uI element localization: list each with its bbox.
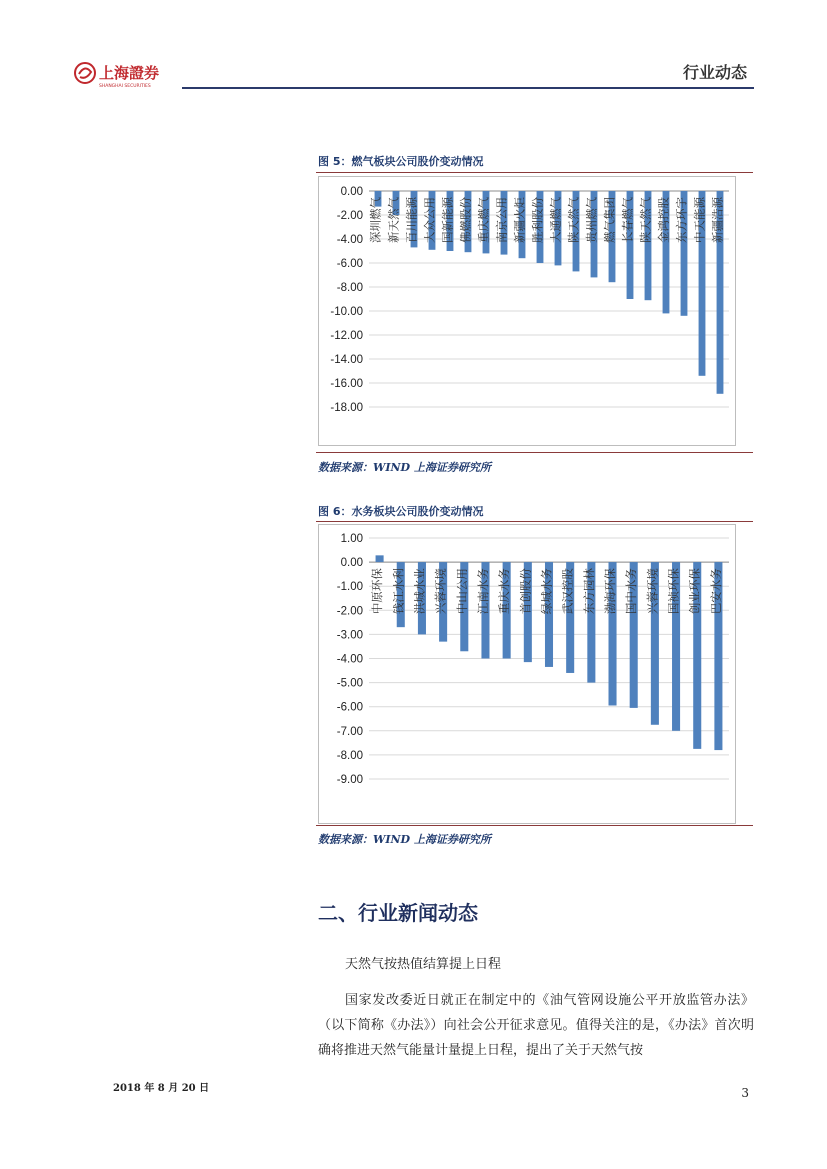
y-tick-label: -14.00 bbox=[330, 354, 363, 366]
y-tick-label: -3.00 bbox=[336, 629, 363, 642]
category-label: 陕天然气 bbox=[638, 197, 653, 243]
category-label: 国祯环保 bbox=[666, 568, 681, 615]
y-tick-label: -4.00 bbox=[336, 234, 363, 246]
figure5-source: 数据来源：WIND 上海证券研究所 bbox=[318, 461, 491, 474]
category-label: 大众公用 bbox=[422, 197, 437, 243]
category-label: 巴安水务 bbox=[708, 568, 723, 615]
section-heading: 二、行业新闻动态 bbox=[318, 901, 478, 925]
figure6-chart-frame bbox=[318, 524, 736, 824]
category-label: 洪城水业 bbox=[412, 568, 427, 615]
y-tick-label: -5.00 bbox=[336, 677, 363, 690]
header-rule bbox=[182, 87, 754, 89]
category-label: 百川能源 bbox=[404, 197, 419, 243]
figure5-bottom-rule bbox=[316, 452, 753, 453]
category-label: 国中水务 bbox=[624, 568, 639, 615]
company-logo bbox=[72, 60, 182, 90]
y-tick-label: 1.00 bbox=[340, 533, 363, 545]
figure5-top-rule bbox=[316, 172, 753, 173]
figure6-caption: 图 6：水务板块公司股价变动情况 bbox=[318, 505, 484, 518]
category-label: 东方环宇 bbox=[674, 197, 689, 243]
category-label: 燃气集团 bbox=[602, 197, 617, 243]
category-label: 深圳燃气 bbox=[368, 197, 383, 243]
category-label: 兴蓉环境 bbox=[433, 568, 448, 615]
category-label: 兴蓉环境 bbox=[645, 568, 660, 615]
y-tick-label: -16.00 bbox=[330, 378, 363, 390]
logo-text: 上海證券 bbox=[99, 64, 160, 82]
figure5-caption: 图 5：燃气板块公司股价变动情况 bbox=[318, 155, 484, 168]
y-tick-label: -2.00 bbox=[336, 210, 363, 222]
footer-date: 2018 年 8 月 20 日 bbox=[113, 1083, 210, 1094]
category-label: 新疆浩源 bbox=[710, 197, 725, 243]
category-label: 东方园林 bbox=[581, 568, 596, 615]
news-title: 天然气按热值结算提上日程 bbox=[345, 957, 502, 972]
y-tick-label: 0.00 bbox=[340, 557, 363, 570]
category-label: 创业环保 bbox=[687, 568, 702, 615]
category-label: 佛燃股份 bbox=[458, 197, 473, 243]
category-label: 新天然气 bbox=[386, 197, 401, 243]
figure6-source: 数据来源：WIND 上海证券研究所 bbox=[318, 833, 491, 846]
category-label: 钱江水利 bbox=[391, 568, 406, 615]
category-label: 贵州燃气 bbox=[584, 197, 599, 243]
category-label: 新疆火炬 bbox=[512, 197, 527, 243]
header-section-label: 行业动态 bbox=[682, 63, 747, 82]
figure5-chart-frame bbox=[318, 176, 736, 446]
y-tick-label: -18.00 bbox=[330, 402, 363, 414]
category-label: 武汉控股 bbox=[560, 568, 575, 615]
y-tick-label: -6.00 bbox=[336, 701, 363, 714]
y-tick-label: -4.00 bbox=[336, 653, 363, 666]
category-label: 陕天然气 bbox=[566, 197, 581, 243]
category-label: 重庆燃气 bbox=[476, 197, 491, 243]
bar bbox=[376, 555, 384, 562]
category-label: 国新能源 bbox=[440, 197, 455, 243]
y-tick-label: -8.00 bbox=[336, 282, 363, 294]
category-label: 重庆水务 bbox=[497, 568, 512, 615]
figure6-top-rule bbox=[316, 521, 753, 522]
category-label: 胜利股份 bbox=[530, 197, 545, 243]
category-label: 首创股份 bbox=[518, 568, 533, 615]
category-label: 江南水务 bbox=[475, 568, 490, 615]
category-label: 大通燃气 bbox=[548, 197, 563, 243]
category-label: 长春燃气 bbox=[620, 197, 635, 243]
category-label: 中天能源 bbox=[692, 197, 707, 243]
y-tick-label: -1.00 bbox=[336, 581, 363, 594]
water-sector-chart bbox=[319, 525, 735, 823]
gas-sector-chart bbox=[319, 177, 735, 445]
y-tick-label: -7.00 bbox=[336, 725, 363, 738]
y-tick-label: -10.00 bbox=[330, 306, 363, 318]
y-tick-label: -9.00 bbox=[336, 774, 363, 786]
category-label: 金鸿控股 bbox=[656, 197, 671, 243]
y-tick-label: 0.00 bbox=[340, 186, 363, 198]
category-label: 渤海环保 bbox=[603, 568, 618, 615]
y-tick-label: -6.00 bbox=[336, 258, 363, 270]
figure6-bottom-rule bbox=[316, 825, 753, 826]
news-paragraph: 国家发改委近日就正在制定中的《油气管网设施公平开放监管办法》（以下简称《办法》）向社会公开征求意见。值得关注的是，《办法》首次明确将推进天然气能量计量提上日程，提出了关于天然气按 bbox=[318, 993, 754, 1058]
y-tick-label: -8.00 bbox=[336, 749, 363, 762]
y-tick-label: -12.00 bbox=[330, 330, 363, 342]
category-label: 中原环保 bbox=[370, 568, 385, 615]
category-label: 中山公用 bbox=[454, 568, 469, 615]
category-label: 南京公用 bbox=[494, 197, 509, 243]
y-tick-label: -2.00 bbox=[336, 605, 363, 618]
page-number: 3 bbox=[741, 1086, 749, 1100]
logo-subtext: SHANGHAI SECURITIES bbox=[99, 84, 151, 89]
category-label: 绿城水务 bbox=[539, 568, 554, 615]
